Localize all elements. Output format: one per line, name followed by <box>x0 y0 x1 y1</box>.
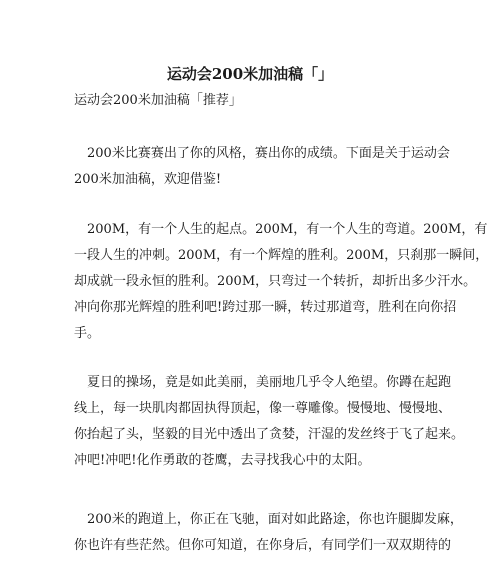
paragraph-intro <box>74 141 450 193</box>
paragraph-line: 你抬起了头，坚毅的目光中透出了贪婪，汗湿的发丝终于飞了起来。 <box>74 427 465 442</box>
document-subtitle: 运动会200米加油稿「推荐」 <box>74 93 242 108</box>
paragraph-line: 你也许有些茫然。但你可知道，在你身后，有同学们一双双期待的 <box>74 538 452 553</box>
paragraph-200m <box>74 217 489 347</box>
paragraph-line: 夏日的操场，竟是如此美丽，美丽地几乎令人绝望。你蹲在起跑 <box>74 375 452 390</box>
paragraph-line: 却成就一段永恒的胜利。200M，只弯过一个转折，却折出多少汗水。 <box>74 274 477 289</box>
paragraph-line: 200米比赛赛出了你的风格，赛出你的成绩。下面是关于运动会 <box>74 146 450 161</box>
paragraph-track <box>74 507 463 559</box>
paragraph-line: 冲吧!冲吧!化作勇敢的苍鹰，去寻找我心中的太阳。 <box>74 453 371 468</box>
paragraph-line: 冲向你那光辉煌的胜利吧!跨过那一瞬，转过那道弯，胜利在向你招 <box>74 300 457 315</box>
paragraph-line: 200米的跑道上，你正在飞驰，面对如此路途，你也许腿脚发麻， <box>74 512 463 527</box>
paragraph-line: 200米加油稿，欢迎借鉴! <box>74 172 222 187</box>
paragraph-line: 线上，每一块肌肉都固执得顶起，像一尊雕像。慢慢地、慢慢地、 <box>74 401 452 416</box>
document-title: 运动会200米加油稿「」 <box>166 65 334 83</box>
paragraph-line: 手。 <box>74 326 101 341</box>
paragraph-line: 200M，有一个人生的起点。200M，有一个人生的弯道。200M，有 <box>74 222 488 237</box>
paragraph-line: 一段人生的冲刺。200M，有一个辉煌的胜利。200M，只刹那一瞬间， <box>74 248 489 263</box>
paragraph-summer <box>74 370 465 474</box>
